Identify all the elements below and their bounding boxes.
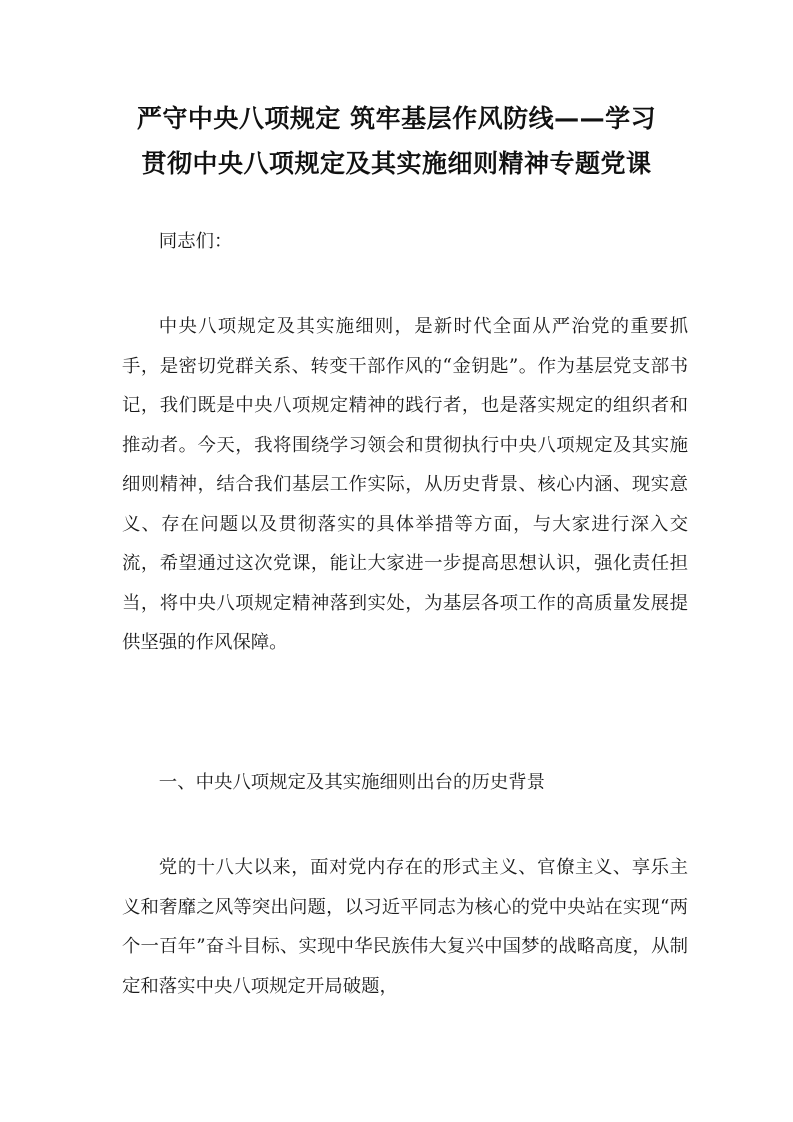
section-1-paragraph: 党的十八大以来，面对党内存在的形式主义、官僚主义、享乐主义和奢靡之风等突出问题，以习近平同志为核心的党中央站在实现“两个一百年”奋斗目标、实现中华民族伟大复兴中国梦的战略高度，从制定和落实中央八项规定开局破题， <box>122 857 688 997</box>
document-title-line-2: 贯彻中央八项规定及其实施细则精神专题党课 <box>141 149 652 178</box>
greeting: 同志们： <box>158 231 233 252</box>
section-heading-1: 一、中央八项规定及其实施细则出台的历史背景 <box>158 772 546 793</box>
intro-paragraph: 中央八项规定及其实施细则，是新时代全面从严治党的重要抓手，是密切党群关系、转变干部作风的“金钥匙”。作为基层党支部书记，我们既是中央八项规定精神的践行者，也是落实规定的组织者和推动者。今天，我将围绕学习领会和贯彻执行中央八项规定及其实施细则精神，结合我们基层工作实际，从历史背景、核心内涵、现实意义、存在问题以及贯彻落实的具体举措等方面，与大家进行深入交流，希望通过这次党课，能让大家进一步提高思想认识，强化责任担当，将中央八项规定精神落到实处，为基层各项工作的高质量发展提供坚强的作风保障。 <box>122 316 688 653</box>
document-title <box>110 96 683 186</box>
document-title-line-1: 严守中央八项规定 筑牢基层作风防线——学习 <box>136 104 657 133</box>
